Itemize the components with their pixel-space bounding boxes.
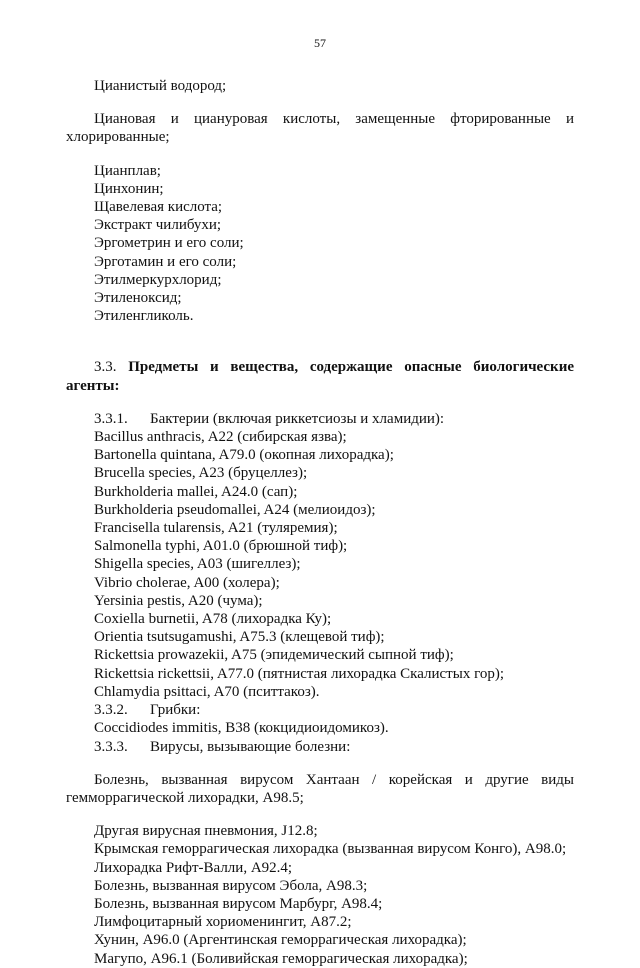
list-item: Brucella species, A23 (бруцеллез);	[94, 465, 308, 482]
subsection-heading	[66, 701, 574, 719]
spacer	[66, 325, 574, 343]
list-item: Цинхонин;	[94, 180, 164, 197]
section-number: 3.3.	[94, 359, 117, 376]
subsection-heading	[66, 738, 574, 756]
subsection-number: 3.3.3.	[94, 738, 128, 755]
list-item: Эрготамин и его соли;	[94, 253, 237, 270]
list-item: Щавелевая кислота;	[94, 199, 223, 216]
list-item: Цианистый водород;	[94, 78, 227, 94]
list-item: Rickettsia prowazekii, A75 (эпидемический сыпной тиф);	[94, 647, 454, 664]
list-item: Shigella species, A03 (шигеллез);	[94, 556, 301, 573]
list-item: Francisella tularensis, A21 (туляремия);	[94, 520, 338, 537]
list-item: Хунин, A96.0 (Аргентинская геморрагическая лихорадка);	[94, 932, 467, 949]
list-item: Rickettsia rickettsii, A77.0 (пятнистая лихорадка Скалистых гор);	[94, 665, 505, 682]
list-item: Этиленоксид;	[94, 290, 182, 307]
list-item: Болезнь, вызванная вирусом Марбург, A98.4;	[94, 895, 383, 912]
list-item: Болезнь, вызванная вирусом Хантаан / корейская и другие виды гемморрагической лихорадки, A98.5;	[66, 771, 574, 806]
list-item: Этиленгликоль.	[94, 308, 194, 325]
subsection-title: Вирусы, вызывающие болезни:	[150, 738, 351, 755]
section-title: Предметы и вещества, содержащие опасные биологические агенты:	[66, 359, 575, 394]
list-item: Другая вирусная пневмония, J12.8;	[94, 823, 318, 840]
list-item: Эргометрин и его соли;	[94, 235, 244, 252]
list-item: Salmonella typhi, A01.0 (брюшной тиф);	[94, 538, 348, 555]
subsection-title: Грибки:	[150, 702, 201, 719]
list-item: Крымская геморрагическая лихорадка (вызванная вирусом Конго), A98.0;	[94, 841, 567, 858]
list-item: Yersinia pestis, A20 (чума);	[94, 592, 263, 609]
list-item: Burkholderia pseudomallei, A24 (мелиоидоз);	[94, 501, 376, 518]
list-item: Циановая и циануровая кислоты, замещенные фторированные и хлорированные;	[66, 111, 574, 146]
list-item: Coccidiodes immitis, B38 (кокцидиоидомикоз).	[94, 720, 389, 737]
subsection-title: Бактерии (включая риккетсиозы и хламидии):	[150, 410, 445, 427]
list-item: Магупо, A96.1 (Боливийская геморрагическая лихорадка);	[94, 950, 468, 967]
list-item: Orientia tsutsugamushi, A75.3 (клещевой тиф);	[94, 629, 385, 646]
list-item: Экстракт чилибухи;	[94, 217, 222, 234]
list-item: Bacillus anthracis, A22 (сибирская язва);	[94, 429, 347, 446]
list-item: Цианплав;	[94, 162, 161, 179]
subsection-heading	[66, 410, 574, 428]
list-item: Лихорадка Рифт-Валли, A92.4;	[94, 859, 293, 876]
list-item: Chlamydia psittaci, A70 (пситтакоз).	[94, 683, 320, 700]
subsection-number: 3.3.2.	[94, 702, 128, 719]
subsection-number: 3.3.1.	[94, 410, 128, 427]
document-body	[66, 77, 574, 968]
list-item: Bartonella quintana, A79.0 (окопная лихорадка);	[94, 447, 394, 464]
list-item: Burkholderia mallei, A24.0 (сап);	[94, 483, 298, 500]
section-heading	[66, 358, 574, 394]
list-item: Болезнь, вызванная вирусом Эбола, A98.3;	[94, 877, 368, 894]
list-item: Лимфоцитарный хориоменингит, A87.2;	[94, 914, 352, 931]
page-number: 57	[314, 36, 326, 50]
list-item: Vibrio cholerae, A00 (холера);	[94, 574, 280, 591]
list-item: Этилмеркурхлорид;	[94, 271, 222, 288]
list-item: Coxiella burnetii, A78 (лихорадка Ку);	[94, 611, 332, 628]
